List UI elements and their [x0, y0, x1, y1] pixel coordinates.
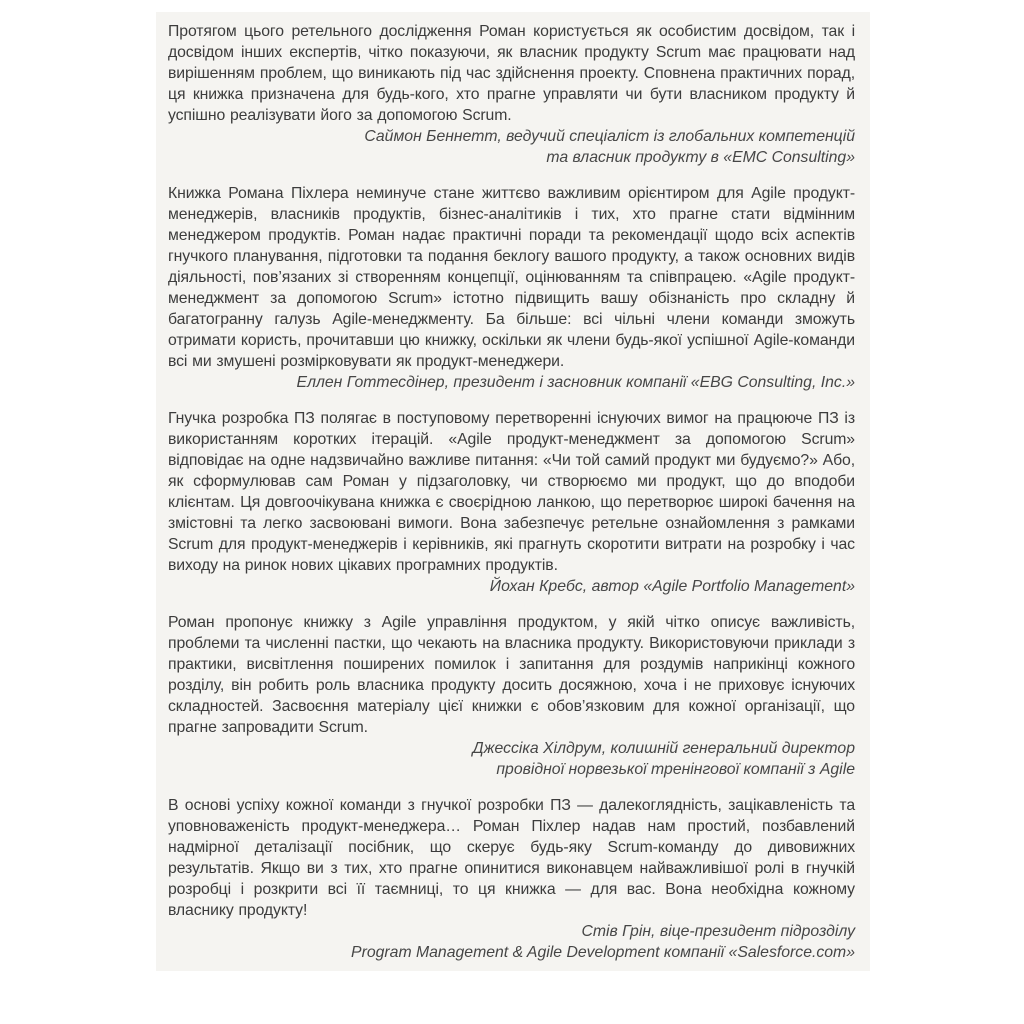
review-text: Роман пропонує книжку з Agile управління продуктом, у якій чітко описує важливість, проблеми та численні пастки, що чекають на власника продукту. Використовуючи приклади з практики, висвітлення поширених помилок і запитання для роздумів наприкінці кожного розділу, він робить роль власника продукту досить досяжною, хоча і не приховує існуючих складностей. Засвоєння матеріалу цієї книжки є обов’язковим для кожної організації, що прагне запровадити Scrum.: [168, 614, 855, 736]
review-block: [168, 408, 855, 597]
review-attribution-line: та власник продукту в «EMC Consulting»: [546, 149, 855, 166]
review-attribution-line: Еллен Готтесдінер, президент і засновник компанії «EBG Consulting, Inc.»: [296, 374, 855, 391]
review-text: Гнучка розробка ПЗ полягає в поступовому перетворенні існуючих вимог на працююче ПЗ із використанням коротких ітерацій. «Agile продукт-менеджмент за допомогою Scrum» відповідає на одне надзвичайно важливе питання: «Чи той самий продукт ми будуємо?» Або, як сформулював сам Роман у підзаголовку, чи створюємо ми продукт, що до вподоби клієнтам. Ця довгоочікувана книжка є своєрідною ланкою, що перетворює широкі бачення на змістовні та легко засвоювані вимоги. Вона забезпечує ретельне ознайомлення з рамками Scrum для продукт-менеджерів і керівників, які прагнуть скоротити витрати на розробку і час виходу на ринок нових цікавих програмних продуктів.: [168, 410, 855, 574]
book-page: [156, 12, 870, 971]
review-block: [168, 612, 855, 780]
review-attribution-line: Стів Грін, віце-президент підрозділу: [581, 923, 855, 940]
review-attribution-line: Саймон Беннетт, ведучий спеціаліст із глобальних компетенцій: [364, 128, 855, 145]
review-attribution-line: Йохан Кребс, автор «Agile Portfolio Management»: [489, 578, 855, 595]
review-block: [168, 795, 855, 963]
review-text: В основі успіху кожної команди з гнучкої розробки ПЗ — далекоглядність, зацікавленість та уповноваженість продукт-менеджера… Роман Піхлер надав нам простий, позбавлений надмірної деталізації посібник, що скерує будь-яку Scrum-команду до дивовижних результатів. Якщо ви з тих, хто прагне опинитися виконавцем найважливішої ролі в гнучкій розробці і розкрити всі її таємниці, то ця книжка — для вас. Вона необхідна кожному власнику продукту!: [168, 797, 855, 919]
review-attribution-line: Program Management & Agile Development компанії «Salesforce.com»: [351, 944, 855, 961]
review-text: Книжка Романа Піхлера неминуче стане життєво важливим орієнтиром для Agile продукт-менеджерів, власників продуктів, бізнес-аналітиків і тих, хто прагне стати відмінним менеджером продуктів. Роман надає практичні поради та рекомендації щодо всіх аспектів гнучкого планування, підготовки та подання беклогу вашого продукту, а також основних видів діяльності, пов’язаних зі створенням концепції, оцінюванням та співпрацею. «Agile продукт-менеджмент за допомогою Scrum» істотно підвищить вашу обізнаність про складну й багатогранну галузь Agile-менеджменту. Ба більше: всі чільні члени команди зможуть отримати користь, прочитавши цю книжку, оскільки як члени будь-якої успішної Agile-команди всі ми змушені розмірковувати як продукт-менеджери.: [168, 185, 855, 370]
review-block: [168, 21, 855, 168]
review-text: Протягом цього ретельного дослідження Роман користується як особистим досвідом, так і досвідом інших експертів, чітко показуючи, як власник продукту Scrum має працювати над вирішенням проблем, що виникають під час здійснення проекту. Сповнена практичних порад, ця книжка призначена для будь-кого, хто прагне управляти чи бути власником продукту й успішно реалізувати його за допомогою Scrum.: [168, 23, 855, 124]
review-block: [168, 183, 855, 393]
review-attribution-line: Джессіка Хілдрум, колишній генеральний директор: [472, 740, 855, 757]
review-attribution-line: провідної норвезької тренінгової компанії з Agile: [496, 761, 855, 778]
